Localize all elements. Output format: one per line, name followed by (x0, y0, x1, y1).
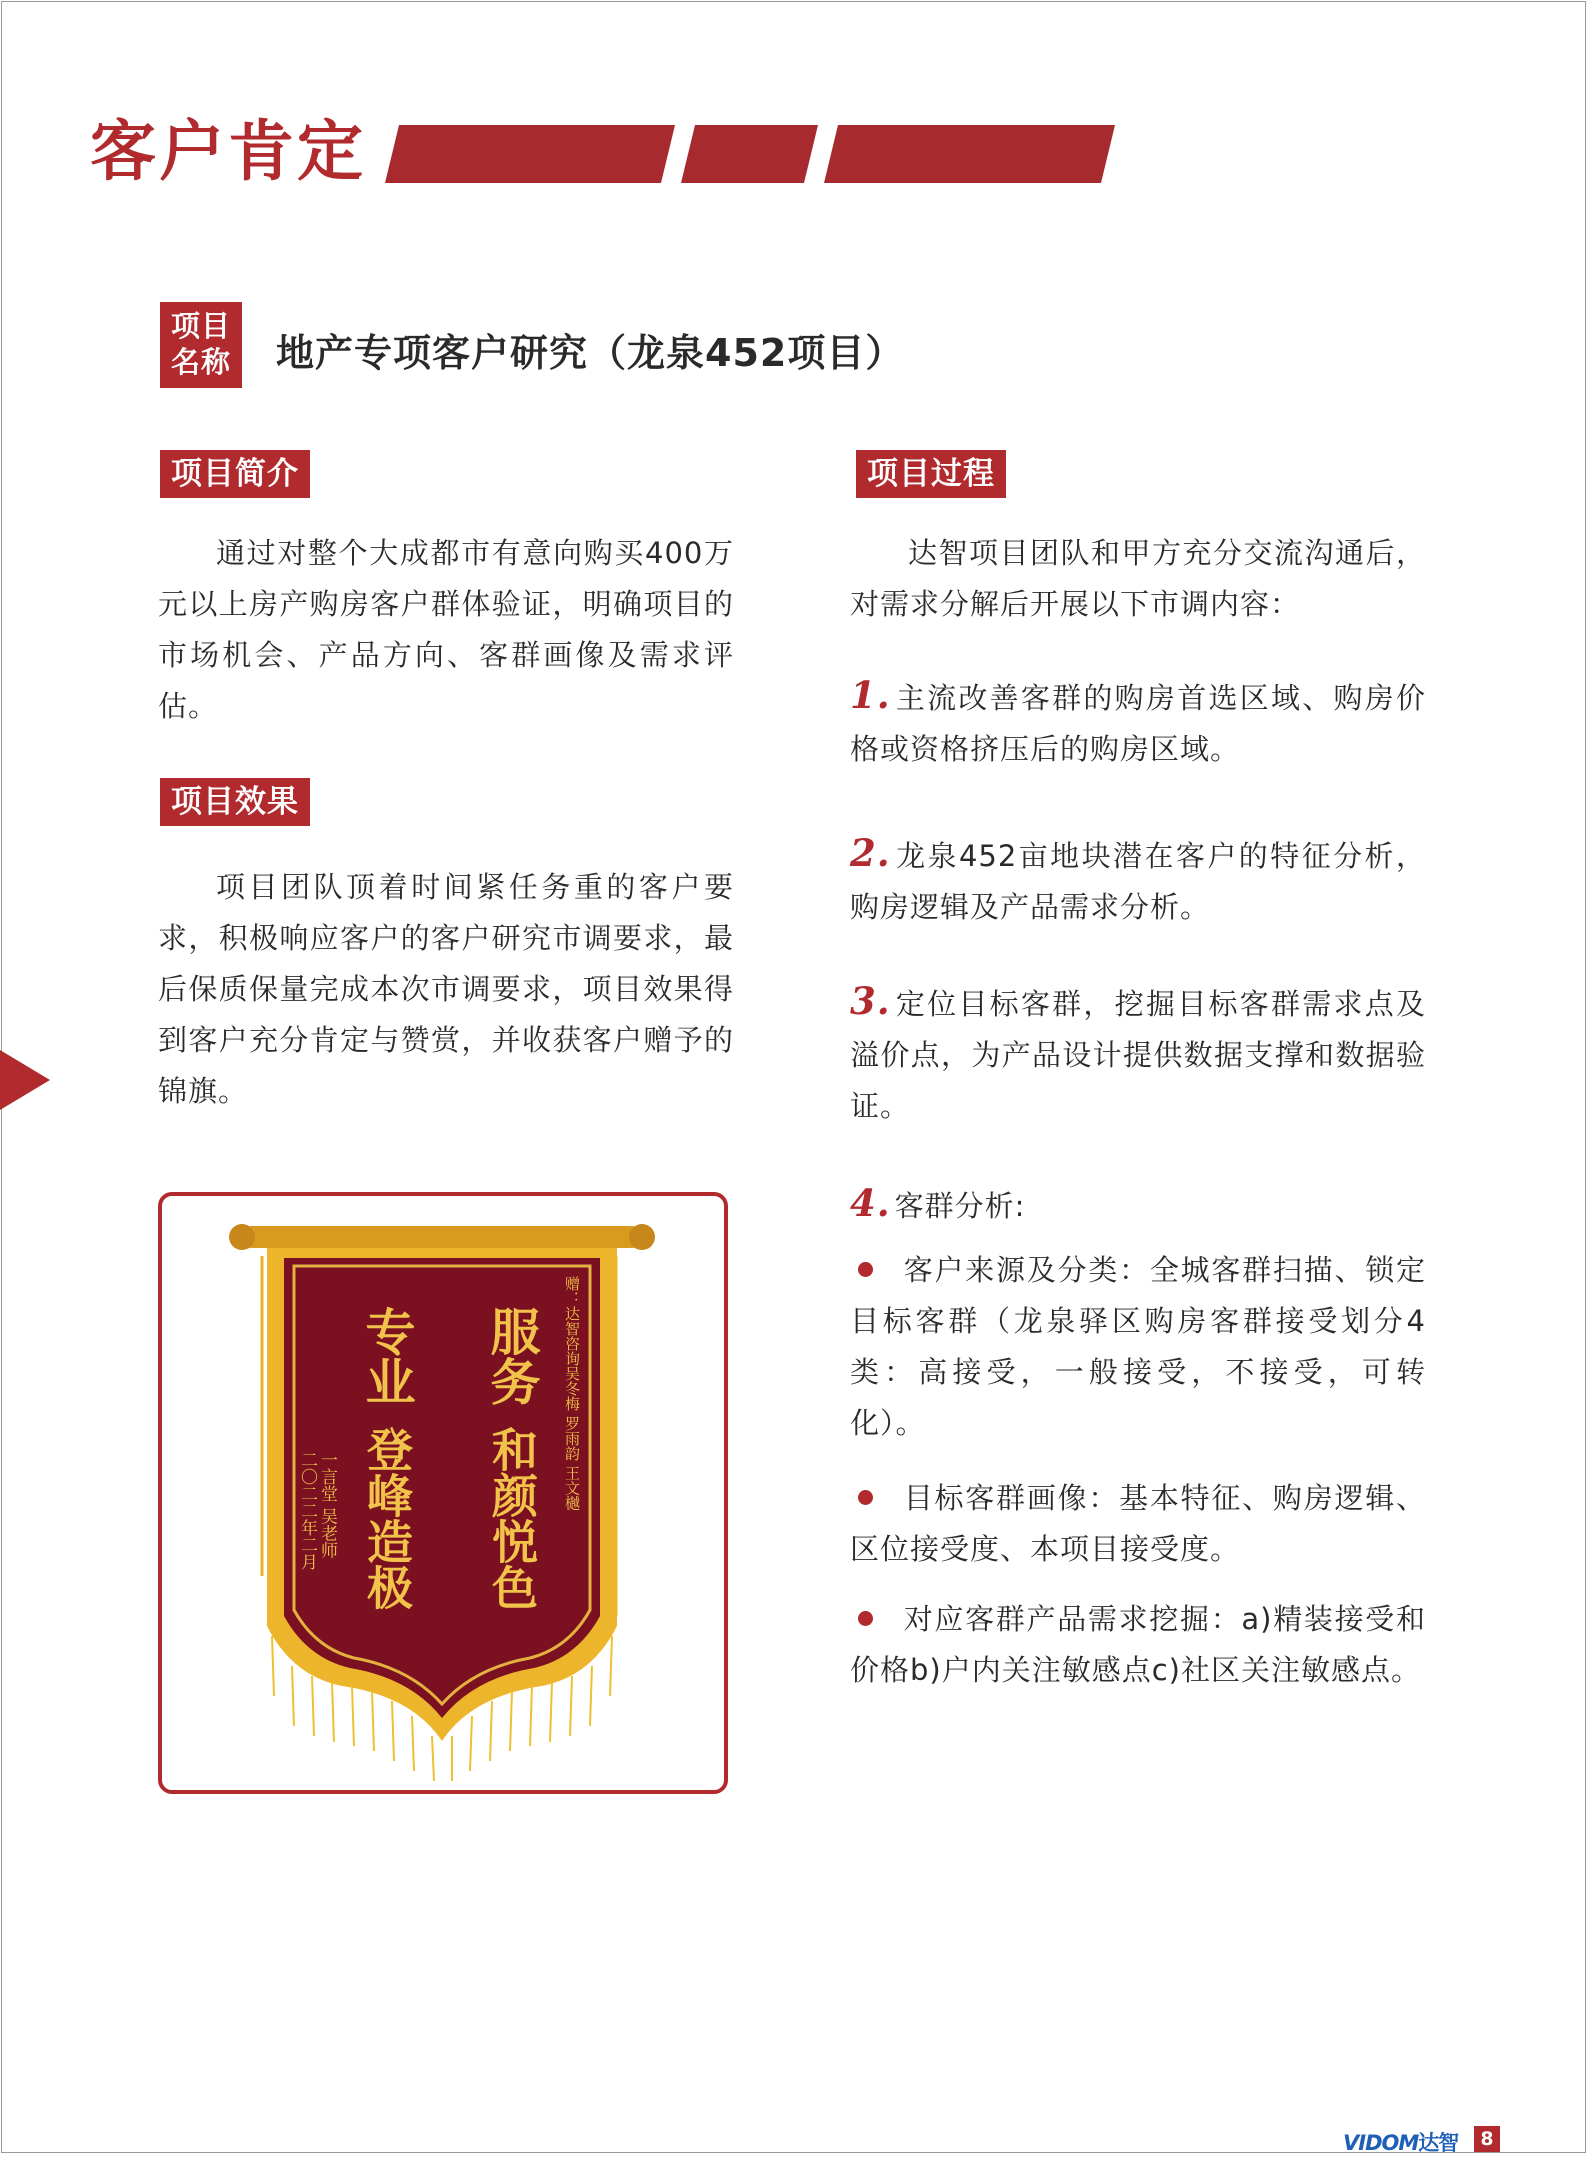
bullet-item-2 (850, 1473, 1426, 1575)
intro-section-tag: 项目简介 (160, 450, 310, 498)
process-item-1-number: 1. (850, 673, 891, 717)
process-item-2-number: 2. (850, 831, 891, 875)
bullet-item-3-text: 对应客群产品需求挖掘：a)精装接受和价格b)户内关注敏感点c)社区关注敏感点。 (850, 1602, 1426, 1687)
company-logo (1343, 2127, 1458, 2157)
logo-cn-text: 达智 (1418, 2131, 1459, 2155)
process-intro: 达智项目团队和甲方充分交流沟通后，对需求分解后开展以下市调内容： (850, 536, 1426, 621)
process-item-3 (850, 976, 1426, 1132)
title-decoration-bars (385, 125, 1125, 185)
bullet-item-3 (850, 1594, 1426, 1696)
bullet-dot-icon (858, 1611, 873, 1626)
bullet-dot-icon (858, 1262, 873, 1277)
process-item-2 (850, 828, 1426, 933)
banner-text-col2: 专业 (357, 1306, 417, 1406)
bullet-item-2-text: 目标客群画像：基本特征、购房逻辑、区位接受度、本项目接受度。 (850, 1481, 1426, 1566)
logo-en-text: VIDOM (1343, 2131, 1419, 2155)
banner-photo (158, 1192, 728, 1794)
intro-text: 通过对整个大成都市有意向购买400万元以上房产购房客户群体验证，明确项目的市场机会、产品方向、客群画像及需求评估。 (158, 536, 734, 723)
banner-dedication: 赠：达智咨询吴冬梅 罗雨韵 王文樾 (563, 1276, 581, 1511)
process-section-tag: 项目过程 (856, 450, 1006, 498)
process-item-4-text: 客群分析: (894, 1189, 1026, 1223)
process-item-3-number: 3. (850, 979, 891, 1023)
silk-banner-image (162, 1196, 724, 1790)
process-item-4-number: 4. (850, 1181, 891, 1225)
process-item-3-text: 定位目标客群，挖掘目标客群需求点及溢价点，为产品设计提供数据支撑和数据验证。 (850, 987, 1426, 1123)
side-arrow-marker (0, 1050, 50, 1110)
banner-text-col1b: 和颜悦色 (485, 1426, 539, 1610)
project-tag-line2: 名称 (170, 345, 231, 379)
banner-giver: 一言堂 吴老师 (317, 1451, 337, 1559)
bullet-item-1-text: 客户来源及分类：全城客群扫描、锁定目标客群（龙泉驿区购房客群接受划分4类：高接受，一般接受，不接受，可转化）。 (850, 1253, 1426, 1440)
banner-date: 二〇二二年二月 (297, 1451, 317, 1570)
effect-text: 项目团队顶着时间紧任务重的客户要求，积极响应客户的客户研究市调要求，最后保质保量完成本次市调要求，项目效果得到客户充分肯定与赞赏，并收获客户赠予的锦旗。 (158, 870, 734, 1108)
project-name: 地产专项客户研究（龙泉452项目） (276, 331, 905, 375)
project-tag-line1: 项目 (170, 309, 231, 343)
bullet-dot-icon (858, 1490, 873, 1505)
project-name-tag (160, 302, 242, 388)
banner-text-col1: 服务 (482, 1306, 542, 1406)
page-number: 8 (1474, 2126, 1500, 2152)
process-item-2-text: 龙泉452亩地块潜在客户的特征分析，购房逻辑及产品需求分析。 (850, 839, 1426, 924)
page-title: 客户肯定 (90, 113, 366, 190)
effect-section-tag: 项目效果 (160, 778, 310, 826)
bullet-item-1 (850, 1245, 1426, 1449)
banner-text-col2b: 登峰造极 (360, 1426, 414, 1610)
process-item-1-text: 主流改善客群的购房首选区域、购房价格或资格挤压后的购房区域。 (850, 681, 1426, 766)
process-item-4 (850, 1178, 1426, 1232)
process-item-1 (850, 670, 1426, 775)
